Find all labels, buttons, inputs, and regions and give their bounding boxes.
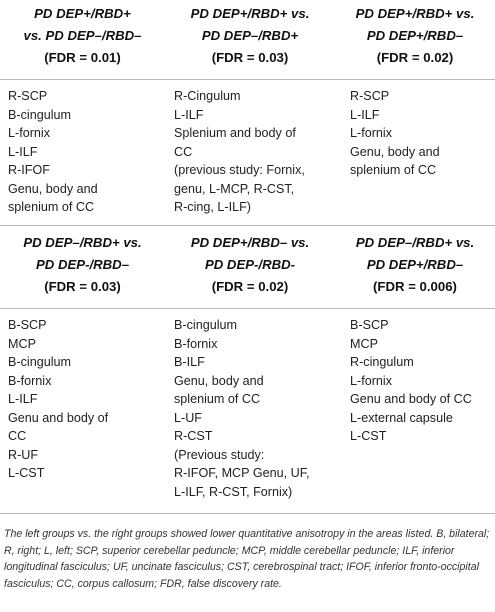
header-fdr: (FDR = 0.03)	[211, 50, 289, 65]
area-item: Genu, body and	[350, 144, 440, 159]
area-item: B-cingulum	[8, 107, 71, 122]
header-line1: PD DEP+/RBD+	[34, 6, 131, 21]
header-cell-r2c1	[0, 232, 165, 298]
header-line2: PD DEP-/RBD–	[35, 257, 130, 272]
header-line2: PD DEP+/RBD–	[366, 28, 464, 43]
header-line1: PD DEP–/RBD+ vs.	[23, 235, 142, 250]
area-item: R-UF	[8, 447, 39, 462]
divider	[0, 79, 495, 80]
area-item: Genu, body and	[8, 181, 98, 196]
area-item: R-cing, L-ILF)	[174, 200, 251, 214]
area-item: Genu, body and	[174, 373, 264, 388]
header-fdr: (FDR = 0.02)	[211, 279, 289, 294]
area-item: L-ILF	[350, 107, 380, 122]
area-item: L-ILF	[8, 144, 38, 159]
header-line2: vs. PD DEP–/RBD–	[23, 28, 142, 43]
header-line2: PD DEP+/RBD–	[366, 257, 464, 272]
area-item: (previous study: Fornix,	[174, 163, 305, 177]
area-item: R-IFOF, MCP Genu, UF,	[174, 466, 310, 480]
header-fdr: (FDR = 0.006)	[373, 279, 457, 294]
header-fdr: (FDR = 0.02)	[376, 50, 454, 65]
area-item: CC	[8, 429, 27, 443]
divider	[0, 308, 495, 309]
area-item: splenium of CC	[8, 200, 95, 214]
area-item: MCP	[350, 336, 378, 351]
body-cell-r2c3	[350, 316, 490, 446]
header-cell-r1c2	[165, 3, 335, 69]
body-cell-r1c1	[8, 87, 163, 217]
area-item: L-CST	[350, 429, 387, 443]
table-footnote: The left groups vs. the right groups showed lower quantitative anisotropy in the areas listed. B, bilateral; R, right; L, left; SCP, superior cerebellar peduncle; MCP, middle cerebellar peduncle; ILF, inferior longitudinal fasciculus; UF, uncinate fasciculus; CST, cerebrospinal tract; IFOF, inferior fronto-occipital fasciculus; CC, corpus callosum; FDR, false discovery rate.	[4, 528, 490, 590]
header-line1: PD DEP+/RBD+ vs.	[190, 6, 310, 21]
header-fdr: (FDR = 0.01)	[44, 50, 121, 65]
area-item: L-ILF	[8, 392, 38, 406]
area-item: B-cingulum	[174, 318, 237, 332]
header-cell-r1c3	[335, 3, 495, 69]
divider	[0, 513, 495, 514]
area-item: L-ILF, R-CST, Fornix)	[174, 484, 293, 499]
header-cell-r2c2	[165, 232, 335, 298]
header-line1: PD DEP+/RBD+ vs.	[355, 6, 475, 21]
area-item: R-cingulum	[350, 355, 414, 369]
body-cell-r1c3	[350, 87, 490, 180]
body-cell-r1c2	[174, 87, 334, 217]
area-item: B-SCP	[8, 318, 47, 332]
body-cell-r2c1	[8, 316, 163, 483]
area-item: B-SCP	[350, 318, 389, 332]
header-line1: PD DEP–/RBD+ vs.	[355, 235, 475, 250]
area-item: B-ILF	[174, 355, 205, 369]
area-item: L-UF	[174, 410, 202, 425]
header-line2: PD DEP-/RBD-	[204, 257, 296, 272]
header-fdr: (FDR = 0.03)	[44, 279, 121, 294]
area-item: CC	[174, 144, 193, 159]
area-item: L-fornix	[350, 126, 392, 140]
area-item: Genu and body of CC	[350, 392, 472, 406]
area-item: genu, L-MCP, R-CST,	[174, 181, 295, 196]
area-item: R-IFOF	[8, 163, 50, 177]
divider	[0, 225, 495, 226]
area-item: L-fornix	[350, 373, 392, 388]
header-cell-r2c3	[335, 232, 495, 298]
header-line2: PD DEP–/RBD+	[201, 28, 299, 43]
area-item: MCP	[8, 336, 36, 351]
body-cell-r2c2	[174, 316, 334, 501]
area-item: R-Cingulum	[174, 89, 241, 103]
area-item: R-SCP	[8, 89, 48, 103]
header-line1: PD DEP+/RBD– vs.	[190, 235, 310, 250]
area-item: B-fornix	[8, 373, 52, 388]
area-item: R-SCP	[350, 89, 390, 103]
area-item: R-CST	[174, 429, 213, 443]
area-item: L-fornix	[8, 126, 50, 140]
area-item: L-external capsule	[350, 410, 453, 425]
area-item: L-CST	[8, 466, 45, 480]
area-item: (Previous study:	[174, 447, 265, 462]
area-item: L-ILF	[174, 107, 204, 122]
area-item: B-cingulum	[8, 355, 71, 369]
area-item: Genu and body of	[8, 410, 109, 425]
header-cell-r1c1	[0, 3, 165, 69]
area-item: B-fornix	[174, 336, 218, 351]
area-item: splenium of CC	[350, 163, 437, 177]
area-item: splenium of CC	[174, 392, 261, 406]
area-item: Splenium and body of	[174, 126, 296, 140]
